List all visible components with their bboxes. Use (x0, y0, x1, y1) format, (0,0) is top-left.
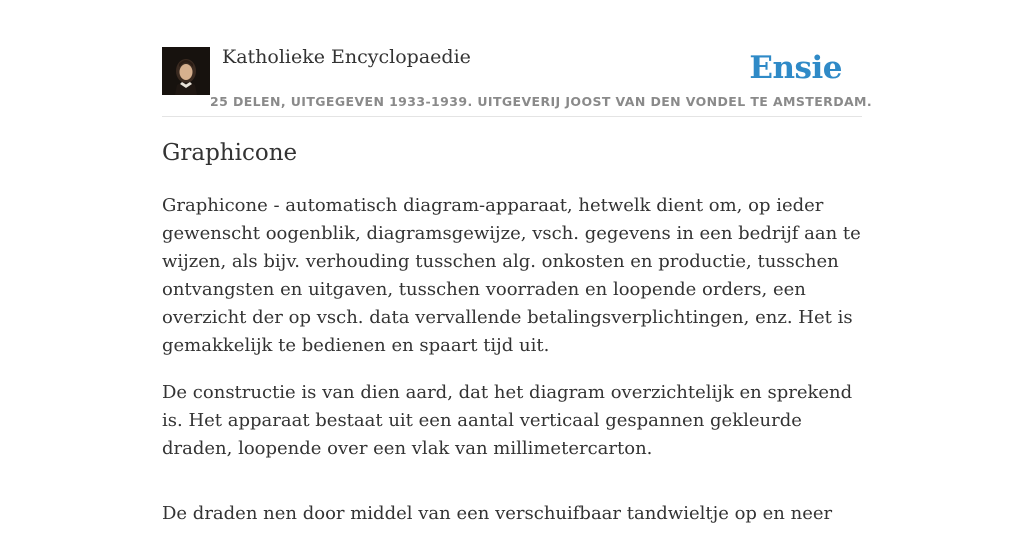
source-subtitle: 25 DELEN, UITGEGEVEN 1933-1939. UITGEVERIJ JOOST VAN DEN VONDEL TE AMSTERDAM. (210, 94, 873, 109)
source-header (162, 46, 873, 117)
brand-logo[interactable]: Ensie (749, 50, 842, 86)
article-paragraph: Graphicone - automatisch diagram-apparaat, hetwelk dient om, op ieder gewenscht oogenblik, diagramsgewijze, vsch. gegevens in een bedrijf aan te wijzen, als bijv. verhouding tusschen alg. onkosten en productie, tusschen ontvangsten en uitgaven, tusschen voorraden en loopende orders, een overzicht der op vsch. data vervallende betalingsverplichtingen, enz. Het is gemakkelijk te bedienen en spaart tijd uit. (162, 195, 861, 356)
portrait-icon (162, 47, 210, 95)
source-title[interactable]: Katholieke Encyclopaedie (222, 46, 471, 68)
article-paragraph: De draden nen door middel van een verschuifbaar tandwieltje op en neer (162, 503, 833, 524)
article-paragraph: De constructie is van dien aard, dat het diagram overzichtelijk en sprekend is. Het apparaat bestaat uit een aantal verticaal gespannen gekleurde draden, loopende over een vlak van millimetercarton. (162, 382, 853, 459)
article-body (162, 192, 862, 547)
source-avatar[interactable] (162, 47, 210, 95)
article-title: Graphicone (162, 140, 298, 166)
